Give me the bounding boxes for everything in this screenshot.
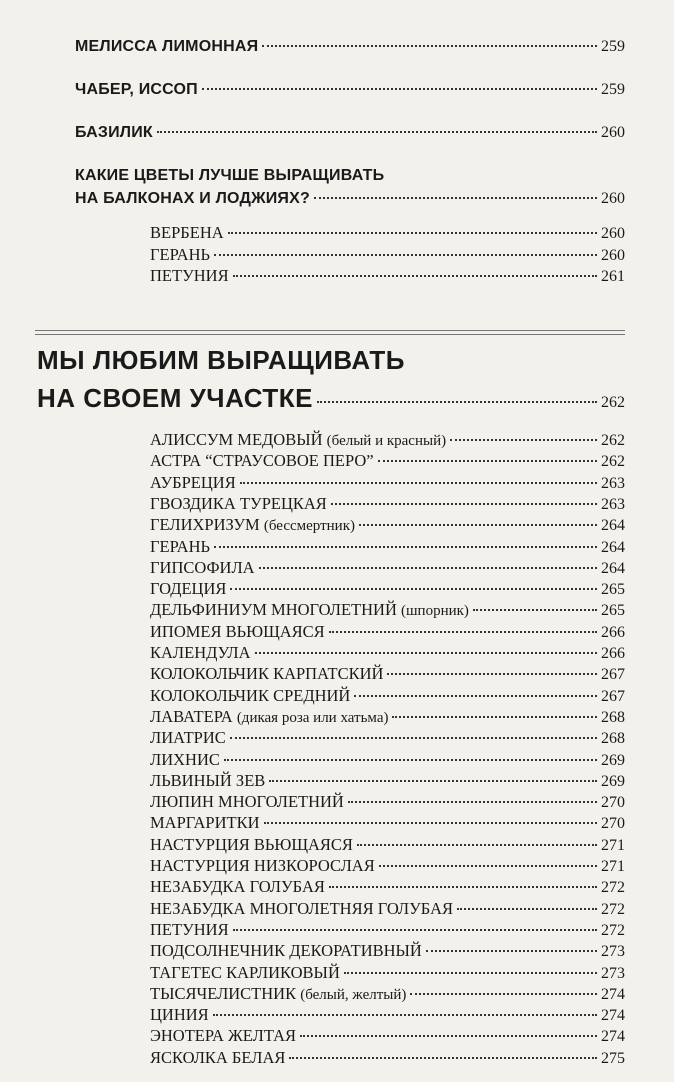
entry-title: КОЛОКОЛЬЧИК СРЕДНИЙ	[150, 685, 351, 705]
toc-entry-chaber	[75, 81, 625, 99]
entry-title: ТАГЕТЕС КАРЛИКОВЫЙ	[150, 962, 340, 982]
page-number: 268	[601, 730, 625, 748]
toc-subentry	[150, 558, 625, 578]
toc-subentry	[150, 430, 625, 450]
page-number: 274	[601, 985, 625, 1003]
page-number: 274	[601, 1007, 625, 1025]
entry-title: НЕЗАБУДКА МНОГОЛЕТНЯЯ ГОЛУБАЯ	[150, 898, 453, 918]
toc-subentry	[150, 622, 625, 642]
leader-dots	[224, 759, 597, 761]
leader-dots	[213, 1014, 597, 1016]
leader-dots	[240, 482, 597, 484]
entry-label	[150, 1048, 285, 1068]
toc-subentry	[150, 707, 625, 727]
entry-title: ЛИХНИС	[150, 749, 220, 769]
entry-title: ГЕЛИХРИЗУМ	[150, 515, 260, 535]
entry-label	[150, 622, 325, 642]
toc-subentry	[150, 750, 625, 770]
entry-title: ЯСКОЛКА БЕЛАЯ	[150, 1047, 286, 1067]
entry-note: (бессмертник)	[263, 518, 355, 535]
entry-label	[150, 728, 226, 748]
entry-note: (белый и красный)	[326, 433, 447, 449]
entry-title: ГИПСОФИЛА	[150, 557, 255, 577]
leader-dots	[230, 737, 597, 739]
entry-label: БАЗИЛИК	[75, 124, 153, 141]
page-number: 270	[601, 794, 625, 812]
page-number: 273	[601, 964, 625, 982]
leader-dots	[344, 972, 597, 974]
entry-label	[150, 223, 224, 243]
balcony-section-title-line1: КАКИЕ ЦВЕТЫ ЛУЧШЕ ВЫРАЩИВАТЬ	[75, 167, 385, 184]
leader-dots	[202, 88, 597, 90]
toc-subentry	[150, 515, 625, 535]
toc-subentry	[150, 728, 625, 748]
entry-label	[150, 451, 374, 471]
entry-label	[150, 266, 229, 286]
page-number: 263	[601, 495, 625, 513]
entry-title: ЛЬВИНЫЙ ЗЕВ	[150, 770, 266, 790]
section-title-line2: НА БАЛКОНАХ И ЛОДЖИЯХ?	[75, 190, 310, 207]
toc-subentry	[150, 266, 625, 286]
section-divider	[35, 330, 625, 335]
toc-subentry	[150, 537, 625, 557]
entry-note: (белый, желтый)	[300, 986, 407, 1003]
page-number: 260	[601, 190, 625, 207]
page-number: 260	[601, 124, 625, 141]
page-number: 262	[601, 432, 625, 449]
entry-label	[150, 963, 340, 983]
leader-dots	[314, 197, 597, 199]
toc-subentry	[150, 1026, 625, 1046]
leader-dots	[230, 588, 597, 590]
page-number: 269	[601, 751, 625, 769]
page-number: 263	[601, 474, 625, 492]
leader-dots	[214, 546, 597, 548]
entry-title: ЛАВАТЕРА	[150, 706, 233, 726]
page-number: 272	[601, 879, 625, 897]
page-number: 273	[601, 943, 625, 961]
page-number: 266	[601, 623, 625, 641]
leader-dots	[300, 1035, 597, 1037]
entry-title: ПЕТУНИЯ	[150, 266, 229, 285]
leader-dots	[348, 801, 597, 803]
entry-label	[150, 941, 422, 961]
entry-label	[150, 899, 453, 919]
entry-label	[150, 813, 260, 833]
entry-title: ИПОМЕЯ ВЬЮЩАЯСЯ	[150, 621, 325, 641]
leader-dots	[264, 822, 597, 824]
leader-dots	[262, 45, 597, 47]
entry-title: ВЕРБЕНА	[150, 223, 224, 242]
toc-subentry	[150, 664, 625, 684]
page-number: 264	[601, 559, 625, 577]
entry-label	[150, 920, 229, 940]
leader-dots	[255, 652, 598, 654]
entry-title: НЕЗАБУДКА ГОЛУБАЯ	[150, 877, 325, 897]
toc-subentry	[150, 920, 625, 940]
toc-subentry	[150, 473, 625, 493]
entry-title: МАРГАРИТКИ	[150, 813, 260, 833]
toc-subentry	[150, 686, 625, 706]
leader-dots	[378, 460, 597, 462]
page-number: 266	[601, 645, 625, 662]
garden-section-title	[37, 383, 625, 414]
leader-dots	[331, 503, 597, 505]
entry-label	[150, 643, 251, 663]
entry-label	[150, 771, 265, 791]
entry-title: АЛИССУМ МЕДОВЫЙ	[150, 430, 323, 449]
entry-label	[150, 245, 210, 265]
page-number: 271	[601, 836, 625, 854]
entry-title: ЦИНИЯ	[150, 1005, 209, 1025]
toc-subentry	[150, 1048, 625, 1068]
toc-subentry	[150, 223, 625, 243]
entry-label	[150, 1005, 209, 1025]
entry-label	[150, 686, 350, 706]
toc-subentry	[150, 579, 625, 599]
entry-title: ГЕРАНЬ	[150, 244, 210, 264]
entry-label	[150, 877, 325, 897]
entry-label	[150, 707, 388, 727]
toc-subentry	[150, 1005, 625, 1025]
page-number: 260	[601, 246, 625, 264]
leader-dots	[357, 844, 597, 846]
leader-dots	[473, 609, 597, 611]
page-number: 272	[601, 921, 625, 939]
page-number: 267	[601, 666, 625, 684]
page-number: 262	[601, 453, 625, 471]
page-number: 272	[601, 900, 625, 918]
page-number: 267	[601, 687, 625, 705]
leader-dots	[259, 567, 597, 569]
toc-subentry	[150, 984, 625, 1004]
entry-label	[150, 494, 327, 514]
entry-label	[150, 1026, 296, 1046]
leader-dots	[457, 908, 597, 910]
toc-subentry	[150, 877, 625, 897]
entry-label	[150, 750, 220, 770]
page-number: 269	[601, 772, 625, 790]
page-number: 268	[601, 708, 625, 726]
leader-dots	[228, 232, 597, 234]
leader-dots	[410, 993, 597, 995]
entry-label	[150, 537, 210, 557]
leader-dots	[233, 929, 597, 931]
toc-subentry	[150, 792, 625, 812]
entry-label	[150, 430, 446, 450]
entry-title: НАСТУРЦИЯ ВЬЮЩАЯСЯ	[150, 834, 353, 854]
leader-dots	[289, 1057, 597, 1059]
toc-entry-melissa	[75, 38, 625, 56]
page-number: 262	[601, 394, 625, 411]
leader-dots	[214, 254, 597, 256]
leader-dots	[359, 524, 597, 526]
entry-title: ГВОЗДИКА ТУРЕЦКАЯ	[150, 493, 327, 513]
entry-label	[150, 600, 469, 620]
toc-subentry	[150, 771, 625, 791]
page-number: 264	[601, 517, 625, 535]
entry-title: ГОДЕЦИЯ	[150, 579, 227, 599]
page-number: 265	[601, 581, 625, 599]
entry-note: (дикая роза или хатьма)	[236, 709, 389, 726]
leader-dots	[317, 401, 597, 403]
entry-title: ПЕТУНИЯ	[150, 919, 229, 939]
entry-title: ЭНОТЕРА ЖЕЛТАЯ	[150, 1026, 297, 1046]
entry-title: ПОДСОЛНЕЧНИК ДЕКОРАТИВНЫЙ	[150, 941, 422, 961]
toc-subentry	[150, 963, 625, 983]
entry-title: АУБРЕЦИЯ	[150, 472, 236, 492]
entry-label	[150, 856, 375, 876]
entry-title: ГЕРАНЬ	[150, 536, 210, 556]
toc-subentry	[150, 643, 625, 663]
page-number: 275	[601, 1049, 625, 1067]
entry-title: КОЛОКОЛЬЧИК КАРПАТСКИЙ	[150, 664, 384, 684]
page-number: 271	[601, 858, 625, 875]
leader-dots	[379, 865, 597, 867]
entry-label	[150, 515, 355, 535]
entry-title: ДЕЛЬФИНИУМ МНОГОЛЕТНИЙ	[150, 600, 397, 620]
entry-title: АСТРА “СТРАУСОВОЕ ПЕРО”	[150, 451, 374, 471]
toc-subentry	[150, 245, 625, 265]
page-number: 261	[601, 268, 625, 285]
leader-dots	[387, 673, 597, 675]
leader-dots	[426, 950, 597, 952]
entry-title: ТЫСЯЧЕЛИСТНИК	[150, 983, 297, 1003]
leader-dots	[233, 275, 597, 277]
entry-title: НАСТУРЦИЯ НИЗКОРОСЛАЯ	[150, 856, 375, 875]
page-number: 274	[601, 1028, 625, 1046]
garden-section-title-line1: МЫ ЛЮБИМ ВЫРАЩИВАТЬ	[37, 345, 405, 375]
entry-label	[150, 984, 406, 1004]
page-number: 260	[601, 225, 625, 242]
balcony-section-title	[75, 190, 625, 208]
leader-dots	[354, 695, 597, 697]
entry-label	[150, 792, 344, 812]
leader-dots	[157, 131, 597, 133]
entry-title: ЛЮПИН МНОГОЛЕТНИЙ	[150, 792, 344, 812]
toc-subentry	[150, 941, 625, 961]
leader-dots	[329, 886, 597, 888]
toc-subentry	[150, 600, 625, 620]
toc-subentry	[150, 494, 625, 514]
entry-label: МЕЛИССА ЛИМОННАЯ	[75, 38, 259, 55]
entry-label	[150, 835, 353, 855]
page-number: 259	[601, 38, 625, 55]
page-number: 265	[601, 602, 625, 620]
toc-entry-basil	[75, 124, 625, 142]
toc-subentry	[150, 813, 625, 833]
entry-label	[150, 473, 236, 493]
leader-dots	[392, 716, 597, 718]
toc-subentry	[150, 856, 625, 876]
entry-title: КАЛЕНДУЛА	[150, 643, 251, 662]
leader-dots	[450, 439, 597, 441]
toc-subentry	[150, 835, 625, 855]
section-title-line2: НА СВОЕМ УЧАСТКЕ	[37, 383, 313, 413]
page-number: 259	[601, 81, 625, 98]
entry-note: (шпорник)	[401, 603, 469, 620]
entry-label	[150, 558, 255, 578]
entry-title: ЛИАТРИС	[150, 728, 226, 748]
entry-label	[150, 664, 383, 684]
entry-label: ЧАБЕР, ИССОП	[75, 81, 198, 98]
page-number: 270	[601, 815, 625, 833]
entry-label	[150, 579, 226, 599]
toc-subentry	[150, 899, 625, 919]
toc-subentry	[150, 451, 625, 471]
page-number: 264	[601, 538, 625, 556]
leader-dots	[329, 631, 597, 633]
leader-dots	[269, 780, 597, 782]
